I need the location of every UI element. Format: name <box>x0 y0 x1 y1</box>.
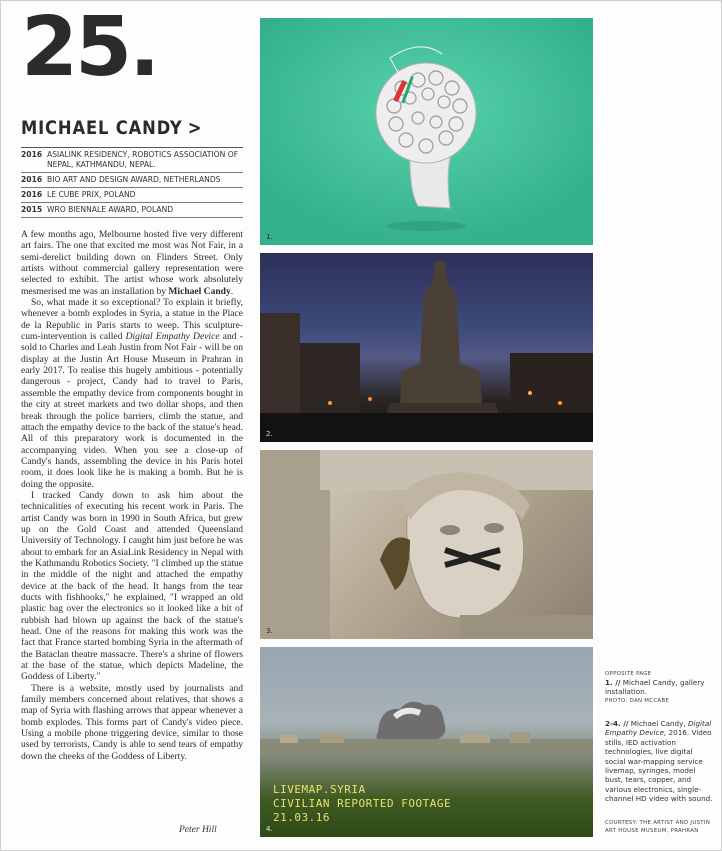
paragraph <box>21 229 243 297</box>
livemap-overlay-text <box>273 783 451 825</box>
caption-opposite-page: OPPOSITE PAGE <box>605 671 652 677</box>
award-row <box>21 188 243 203</box>
caption-body: 2016. Video stills, IED activation technologies, live digital social war-mapping service livemap, syringes, model bust, tears, copper, and various electronics, single-channel HD video with sound. <box>605 728 713 804</box>
paragraph: I tracked Candy down to ask him about the technicalities of executing his recent work in Paris. The artist Candy was born in 1990 in South Africa, but grew up on the Gold Coast and attended Queensland University of Technology. I caught him just before he was about to embark for an AsiaLink Residency in Nepal with the Kathmandu Robotics Society. "I climbed up the statue in the middle of the night and attached the empathy device at the back of the head. It hangs from the tear ducts with fishhooks," he explained, "I wrapped an old plastic bag over the electronics so it looked like a bit of rubbish had blown up against the back of the statue's head. One of the reasons for making this work was the fact that France started bombing Syria in the aftermath of the Bataclan theatre massacre. There's a shrine of flowers at the base of the statue, which depicts Madeline, the Goddess of Liberty." <box>21 489 243 683</box>
overlay-line: 21.03.16 <box>273 811 330 824</box>
paragraph: There is a website, mostly used by journalists and family members concerned about relatives, that shows a map of Syria with flashing arrows that appear whenever a bomb explodes. This forms part of Candy's video piece. Using a mobile phone triggering device, similar to those used by terrorists, Candy is able to send tears of empathy down the cheeks of the Goddess of Liberty. <box>21 682 243 762</box>
statue-head <box>260 450 593 639</box>
article-body <box>21 229 243 762</box>
paragraph-text: A few months ago, Melbourne hosted five very different art fairs. The one that excited me most was Not Fair, in a semi-derelict building down on Flinders Street. Only artists without commercial gallery representation were selected to exhibit. The artist whose work absolutely mesmerised me was an installation by <box>21 229 243 297</box>
caption-work-title: Digital Empathy Device, <box>605 719 712 738</box>
photo-number: 4. <box>266 825 273 833</box>
award-year: 2016 <box>21 190 43 199</box>
caption-body: Michael Candy, gallery installation. <box>605 678 705 697</box>
photo-livemap-syria <box>260 647 593 837</box>
paragraph-text: So, what made it so exceptional? To explain it briefly, whenever a bomb explodes in Syria, a statue in the Place de la Republic in Paris starts to weep. This sculpture-cum-intervention is called <box>21 297 243 343</box>
photo-statue-head <box>260 450 593 639</box>
photo-statue-night <box>260 253 593 442</box>
bust-illustration <box>260 18 593 245</box>
award-text: LE CUBE PRIX, POLAND <box>47 190 136 199</box>
caption-photo-1 <box>605 670 715 705</box>
overlay-line: CIVILIAN REPORTED FOOTAGE <box>273 797 452 810</box>
award-text: ASIALINK RESIDENCY, ROBOTICS ASSOCIATION OF NEPAL, KATHMANDU, NEPAL. <box>47 150 239 169</box>
caption-text <box>605 678 715 697</box>
caption-photo-credit: PHOTO: DAN MCCABE <box>605 697 670 704</box>
article-number: 25. <box>21 0 158 95</box>
award-text: WRO BIENNALE AWARD, POLAND <box>47 205 174 214</box>
award-year: 2015 <box>21 205 43 214</box>
artist-name-heading <box>21 117 202 139</box>
awards-list <box>21 147 243 218</box>
award-year: 2016 <box>21 150 43 159</box>
award-row <box>21 173 243 188</box>
caption-number: 2-4. // <box>605 719 629 728</box>
photo-number: 3. <box>266 627 273 635</box>
caption-photos-2-4 <box>605 719 715 804</box>
award-text: BIO ART AND DESIGN AWARD, NETHERLANDS <box>47 175 221 184</box>
work-title-inline: Digital Empathy Device <box>125 331 220 343</box>
author-signature: Peter Hill <box>179 825 217 835</box>
caption-number: 1. // <box>605 678 621 687</box>
paragraph <box>21 297 243 490</box>
award-row <box>21 203 243 218</box>
chevron-right-icon: > <box>187 117 203 139</box>
award-year: 2016 <box>21 175 43 184</box>
caption-courtesy <box>605 819 715 835</box>
overlay-line: LIVEMAP.SYRIA <box>273 783 366 796</box>
photo-number: 1. <box>266 233 273 241</box>
photo-number: 2. <box>266 430 273 438</box>
caption-text <box>605 719 715 804</box>
paragraph-text: and - sold to Charles and Leah Justin from Not Fair - will be on display at the Justin Art House Museum in Prahran in early 2017. To realise this hugely ambitious - potentially dangerous - project, Candy had to travel to Paris, assemble the empathy device from components bought in the city at street markets and two dollar shops, and then break through the police barriers, climb the statue, and attach the empathy device to the back of the statue's head. All of this preparatory work is documented in the accompanying video. When you see a close-up of Candy's hands, assembling the device in his Paris hotel room, it does look like he is making a bomb. But he is doing the opposite. <box>21 331 243 490</box>
artist-name-inline: Michael Candy <box>168 285 231 297</box>
caption-body: Michael Candy, <box>628 719 688 728</box>
award-row <box>21 148 243 173</box>
courtesy-credit: COURTESY: THE ARTIST AND JUSTIN ART HOUSE MUSEUM, PRAHRAN <box>605 820 711 834</box>
monument-silhouette <box>260 253 593 442</box>
paragraph-text: . <box>230 285 234 297</box>
artist-name: MICHAEL CANDY <box>21 117 183 139</box>
photo-gallery-installation <box>260 18 593 245</box>
